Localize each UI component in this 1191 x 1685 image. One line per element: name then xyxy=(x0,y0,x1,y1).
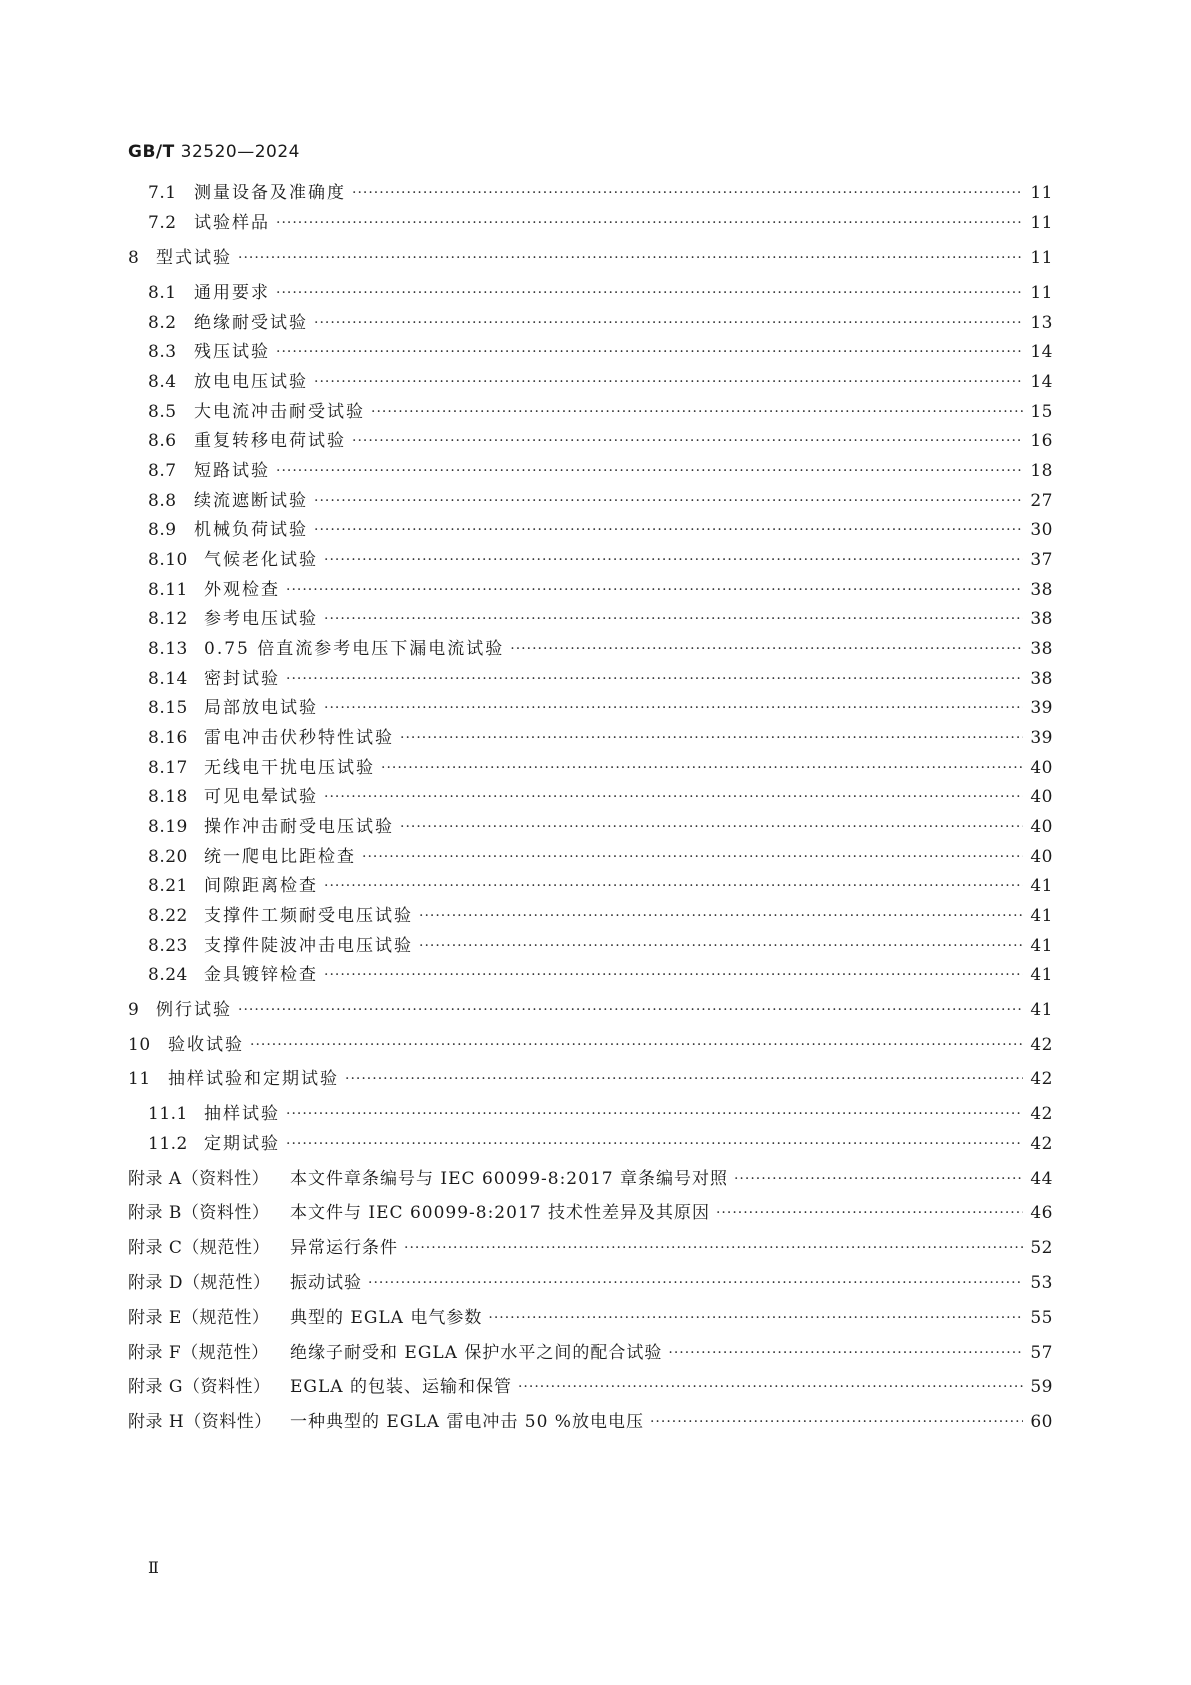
toc-entry-number: 8.13 xyxy=(148,639,188,659)
toc-entry-page: 39 xyxy=(1030,728,1053,748)
toc-entry-page: 11 xyxy=(1030,283,1053,303)
toc-entry-number: 8.17 xyxy=(148,758,188,778)
toc-entry-title: 局部放电试验 xyxy=(204,698,318,718)
toc-entry-number: 8.15 xyxy=(148,698,188,718)
toc-entry[interactable] xyxy=(148,310,1053,336)
toc-entry-page: 42 xyxy=(1030,1035,1053,1055)
toc-entry-title: 一种典型的 EGLA 雷电冲击 50 %放电电压 xyxy=(290,1412,644,1432)
toc-entry[interactable] xyxy=(128,245,1053,271)
toc-entry-page: 46 xyxy=(1030,1203,1053,1223)
dot-leader xyxy=(419,903,1023,929)
toc-entry-page: 41 xyxy=(1030,936,1053,956)
dot-leader xyxy=(286,1131,1023,1157)
toc-entry-page: 37 xyxy=(1030,550,1053,570)
toc-entry[interactable] xyxy=(128,1409,1053,1435)
toc-entry[interactable] xyxy=(128,1340,1053,1366)
toc-entry[interactable] xyxy=(148,725,1053,751)
toc-entry-title: 振动试验 xyxy=(290,1273,362,1293)
toc-entry-page: 40 xyxy=(1030,847,1053,867)
toc-entry-page: 59 xyxy=(1030,1377,1053,1397)
toc-entry-title: 0.75 倍直流参考电压下漏电流试验 xyxy=(204,639,505,659)
toc-entry[interactable] xyxy=(148,458,1053,484)
toc-entry[interactable] xyxy=(148,636,1053,662)
toc-entry-number: 8.22 xyxy=(148,906,188,926)
dot-leader xyxy=(734,1166,1023,1192)
toc-entry-number: 8.4 xyxy=(148,372,177,392)
toc-entry-title: 重复转移电荷试验 xyxy=(194,431,346,451)
toc-entry-title: 绝缘耐受试验 xyxy=(194,313,308,333)
toc-entry[interactable] xyxy=(148,844,1053,870)
dot-leader xyxy=(404,1235,1023,1261)
toc-entry-number: 8.8 xyxy=(148,491,177,511)
dot-leader xyxy=(250,1032,1023,1058)
toc-entry-title: 可见电晕试验 xyxy=(204,787,318,807)
toc-entry-title: 残压试验 xyxy=(194,342,270,362)
toc-entry-title: 密封试验 xyxy=(204,669,280,689)
toc-entry-title: 气候老化试验 xyxy=(204,550,318,570)
toc-entry-page: 40 xyxy=(1030,758,1053,778)
toc-entry[interactable] xyxy=(148,695,1053,721)
toc-entry-number: 8.6 xyxy=(148,431,177,451)
toc-entry-page: 14 xyxy=(1030,372,1053,392)
dot-leader xyxy=(276,339,1023,365)
dot-leader xyxy=(716,1200,1023,1226)
dot-leader xyxy=(400,814,1023,840)
toc-entry[interactable] xyxy=(148,666,1053,692)
toc-entry-number: 11.1 xyxy=(148,1104,188,1124)
toc-entry[interactable] xyxy=(148,369,1053,395)
toc-entry[interactable] xyxy=(148,933,1053,959)
toc-entry-number: 8.24 xyxy=(148,965,188,985)
toc-entry-title: 金具镀锌检查 xyxy=(204,965,318,985)
toc-entry[interactable] xyxy=(148,488,1053,514)
toc-entry-number: 附录 G（资料性） xyxy=(128,1377,271,1397)
toc-entry-title: 短路试验 xyxy=(194,461,270,481)
toc-entry-page: 14 xyxy=(1030,342,1053,362)
toc-entry-number: 9 xyxy=(128,1000,140,1020)
toc-entry-page: 38 xyxy=(1030,580,1053,600)
toc-entry-title: 支撑件陡波冲击电压试验 xyxy=(204,936,413,956)
dot-leader xyxy=(371,399,1023,425)
toc-entry-title: EGLA 的包装、运输和保管 xyxy=(290,1377,512,1397)
toc-entry-title: 雷电冲击伏秒特性试验 xyxy=(204,728,394,748)
toc-entry-number: 7.1 xyxy=(148,183,177,203)
toc-entry-number: 8.20 xyxy=(148,847,188,867)
toc-entry-page: 11 xyxy=(1030,213,1053,233)
toc-entry-page: 27 xyxy=(1030,491,1053,511)
dot-leader xyxy=(324,547,1023,573)
toc-entry-number: 8.9 xyxy=(148,520,177,540)
toc-entry-number: 附录 C（规范性） xyxy=(128,1238,270,1258)
toc-entry-page: 52 xyxy=(1030,1238,1053,1258)
toc-entry-title: 试验样品 xyxy=(194,213,270,233)
dot-leader xyxy=(324,784,1023,810)
toc-entry-page: 60 xyxy=(1030,1412,1053,1432)
dot-leader xyxy=(510,636,1023,662)
dot-leader xyxy=(324,873,1023,899)
toc-entry[interactable] xyxy=(148,547,1053,573)
toc-entry-page: 55 xyxy=(1030,1308,1053,1328)
toc-entry-title: 定期试验 xyxy=(204,1134,280,1154)
toc-entry[interactable] xyxy=(148,280,1053,306)
toc-entry-title: 抽样试验 xyxy=(204,1104,280,1124)
toc-entry[interactable] xyxy=(128,1032,1053,1058)
toc-entry-number: 附录 D（规范性） xyxy=(128,1273,271,1293)
dot-leader xyxy=(368,1270,1023,1296)
toc-entry[interactable] xyxy=(148,1101,1053,1127)
toc-entry[interactable] xyxy=(128,1270,1053,1296)
toc-entry[interactable] xyxy=(148,210,1053,236)
toc-entry-page: 18 xyxy=(1030,461,1053,481)
dot-leader xyxy=(286,577,1023,603)
toc-entry[interactable] xyxy=(148,962,1053,988)
toc-entry[interactable] xyxy=(148,399,1053,425)
toc-entry-page: 41 xyxy=(1030,876,1053,896)
toc-entry-title: 无线电干扰电压试验 xyxy=(204,758,375,778)
dot-leader xyxy=(286,666,1023,692)
toc-entry-page: 11 xyxy=(1030,183,1053,203)
toc-entry[interactable] xyxy=(148,339,1053,365)
toc-entry[interactable] xyxy=(148,873,1053,899)
dot-leader xyxy=(650,1409,1023,1435)
toc-entry-page: 38 xyxy=(1030,639,1053,659)
dot-leader xyxy=(352,428,1023,454)
toc-entry-title: 机械负荷试验 xyxy=(194,520,308,540)
dot-leader xyxy=(419,933,1023,959)
toc-entry[interactable] xyxy=(148,903,1053,929)
dot-leader xyxy=(238,997,1023,1023)
toc-entry-title: 间隙距离检查 xyxy=(204,876,318,896)
toc-entry-number: 8.2 xyxy=(148,313,177,333)
toc-entry-title: 测量设备及准确度 xyxy=(194,183,346,203)
dot-leader xyxy=(286,1101,1023,1127)
toc-entry-title: 验收试验 xyxy=(168,1035,244,1055)
standard-prefix: GB/T xyxy=(128,142,175,162)
toc-entry-number: 8.5 xyxy=(148,402,177,422)
dot-leader xyxy=(238,245,1023,271)
toc-entry-title: 续流遮断试验 xyxy=(194,491,308,511)
toc-entry-page: 42 xyxy=(1030,1104,1053,1124)
dot-leader xyxy=(324,606,1023,632)
toc-entry-number: 8.23 xyxy=(148,936,188,956)
dot-leader xyxy=(345,1066,1023,1092)
toc-entry-page: 13 xyxy=(1030,313,1053,333)
toc-entry-page: 30 xyxy=(1030,520,1053,540)
toc-entry-page: 44 xyxy=(1030,1169,1053,1189)
toc-entry[interactable] xyxy=(148,755,1053,781)
toc-entry-title: 大电流冲击耐受试验 xyxy=(194,402,365,422)
toc-entry-number: 7.2 xyxy=(148,213,177,233)
toc-entry-title: 型式试验 xyxy=(156,248,232,268)
page-number-footer: Ⅱ xyxy=(148,1558,159,1577)
toc-entry-page: 53 xyxy=(1030,1273,1053,1293)
toc-entry-page: 42 xyxy=(1030,1134,1053,1154)
toc-entry[interactable] xyxy=(148,606,1053,632)
toc-entry[interactable] xyxy=(148,428,1053,454)
toc-entry-page: 39 xyxy=(1030,698,1053,718)
toc-entry-page: 15 xyxy=(1030,402,1053,422)
toc-entry[interactable] xyxy=(148,577,1053,603)
toc-entry-number: 附录 H（资料性） xyxy=(128,1412,272,1432)
dot-leader xyxy=(518,1374,1023,1400)
toc-entry[interactable] xyxy=(148,180,1053,206)
toc-entry-number: 8.12 xyxy=(148,609,188,629)
dot-leader xyxy=(314,517,1023,543)
toc-entry[interactable] xyxy=(128,1066,1053,1092)
toc-entry-title: 绝缘子耐受和 EGLA 保护水平之间的配合试验 xyxy=(290,1343,663,1363)
toc-entry-number: 11.2 xyxy=(148,1134,188,1154)
toc-entry-number: 11 xyxy=(128,1069,151,1089)
toc-entry-number: 8.10 xyxy=(148,550,188,570)
toc-entry-title: 抽样试验和定期试验 xyxy=(168,1069,339,1089)
toc-entry-page: 40 xyxy=(1030,817,1053,837)
dot-leader xyxy=(276,280,1023,306)
toc-entry[interactable] xyxy=(128,1374,1053,1400)
dot-leader xyxy=(276,458,1023,484)
toc-entry-title: 操作冲击耐受电压试验 xyxy=(204,817,394,837)
document-header xyxy=(128,142,300,162)
toc-entry-number: 8.7 xyxy=(148,461,177,481)
toc-entry-page: 42 xyxy=(1030,1069,1053,1089)
toc-entry-title: 本文件章条编号与 IEC 60099-8:2017 章条编号对照 xyxy=(290,1169,728,1189)
toc-entry-number: 10 xyxy=(128,1035,151,1055)
toc-entry-title: 通用要求 xyxy=(194,283,270,303)
toc-entry[interactable] xyxy=(148,784,1053,810)
toc-entry-title: 支撑件工频耐受电压试验 xyxy=(204,906,413,926)
toc-entry-title: 放电电压试验 xyxy=(194,372,308,392)
toc-entry-number: 8.14 xyxy=(148,669,188,689)
toc-entry-page: 38 xyxy=(1030,609,1053,629)
toc-entry-number: 8.18 xyxy=(148,787,188,807)
toc-entry-title: 例行试验 xyxy=(156,1000,232,1020)
toc-entry[interactable] xyxy=(128,1305,1053,1331)
toc-entry[interactable] xyxy=(148,517,1053,543)
toc-entry-page: 16 xyxy=(1030,431,1053,451)
toc-entry-page: 41 xyxy=(1030,906,1053,926)
dot-leader xyxy=(488,1305,1023,1331)
dot-leader xyxy=(314,488,1023,514)
toc-entry[interactable] xyxy=(128,1235,1053,1261)
toc-entry-page: 40 xyxy=(1030,787,1053,807)
dot-leader xyxy=(276,210,1023,236)
toc-entry-number: 附录 F（规范性） xyxy=(128,1343,269,1363)
dot-leader xyxy=(314,369,1023,395)
standard-number: 32520—2024 xyxy=(180,142,300,162)
toc-entry-number: 8.1 xyxy=(148,283,177,303)
toc-entry[interactable] xyxy=(128,997,1053,1023)
toc-entry-title: 统一爬电比距检查 xyxy=(204,847,356,867)
toc-entry-number: 附录 A（资料性） xyxy=(128,1169,270,1189)
dot-leader xyxy=(362,844,1023,870)
toc-entry-page: 11 xyxy=(1030,248,1053,268)
toc-entry-number: 8.3 xyxy=(148,342,177,362)
toc-entry-title: 参考电压试验 xyxy=(204,609,318,629)
toc-entry-title: 典型的 EGLA 电气参数 xyxy=(290,1308,483,1328)
toc-entry-number: 8.19 xyxy=(148,817,188,837)
dot-leader xyxy=(324,695,1023,721)
dot-leader xyxy=(381,755,1023,781)
toc-entry[interactable] xyxy=(128,1200,1053,1226)
toc-entry-page: 41 xyxy=(1030,965,1053,985)
dot-leader xyxy=(352,180,1023,206)
toc-entry-title: 异常运行条件 xyxy=(290,1238,398,1258)
toc-entry-title: 外观检查 xyxy=(204,580,280,600)
toc-entry[interactable] xyxy=(148,814,1053,840)
toc-entry-page: 57 xyxy=(1030,1343,1053,1363)
toc-entry-page: 41 xyxy=(1030,1000,1053,1020)
toc-entry-number: 附录 B（资料性） xyxy=(128,1203,270,1223)
toc-entry[interactable] xyxy=(128,1166,1053,1192)
dot-leader xyxy=(314,310,1023,336)
dot-leader xyxy=(400,725,1023,751)
toc-entry-title: 本文件与 IEC 60099-8:2017 技术性差异及其原因 xyxy=(290,1203,710,1223)
toc-entry-number: 8.21 xyxy=(148,876,188,896)
toc-entry[interactable] xyxy=(148,1131,1053,1157)
dot-leader xyxy=(324,962,1023,988)
toc-entry-page: 38 xyxy=(1030,669,1053,689)
toc-entry-number: 附录 E（规范性） xyxy=(128,1308,270,1328)
toc-entry-number: 8.11 xyxy=(148,580,188,600)
dot-leader xyxy=(668,1340,1023,1366)
toc-entry-number: 8.16 xyxy=(148,728,188,748)
toc-entry-number: 8 xyxy=(128,248,140,268)
